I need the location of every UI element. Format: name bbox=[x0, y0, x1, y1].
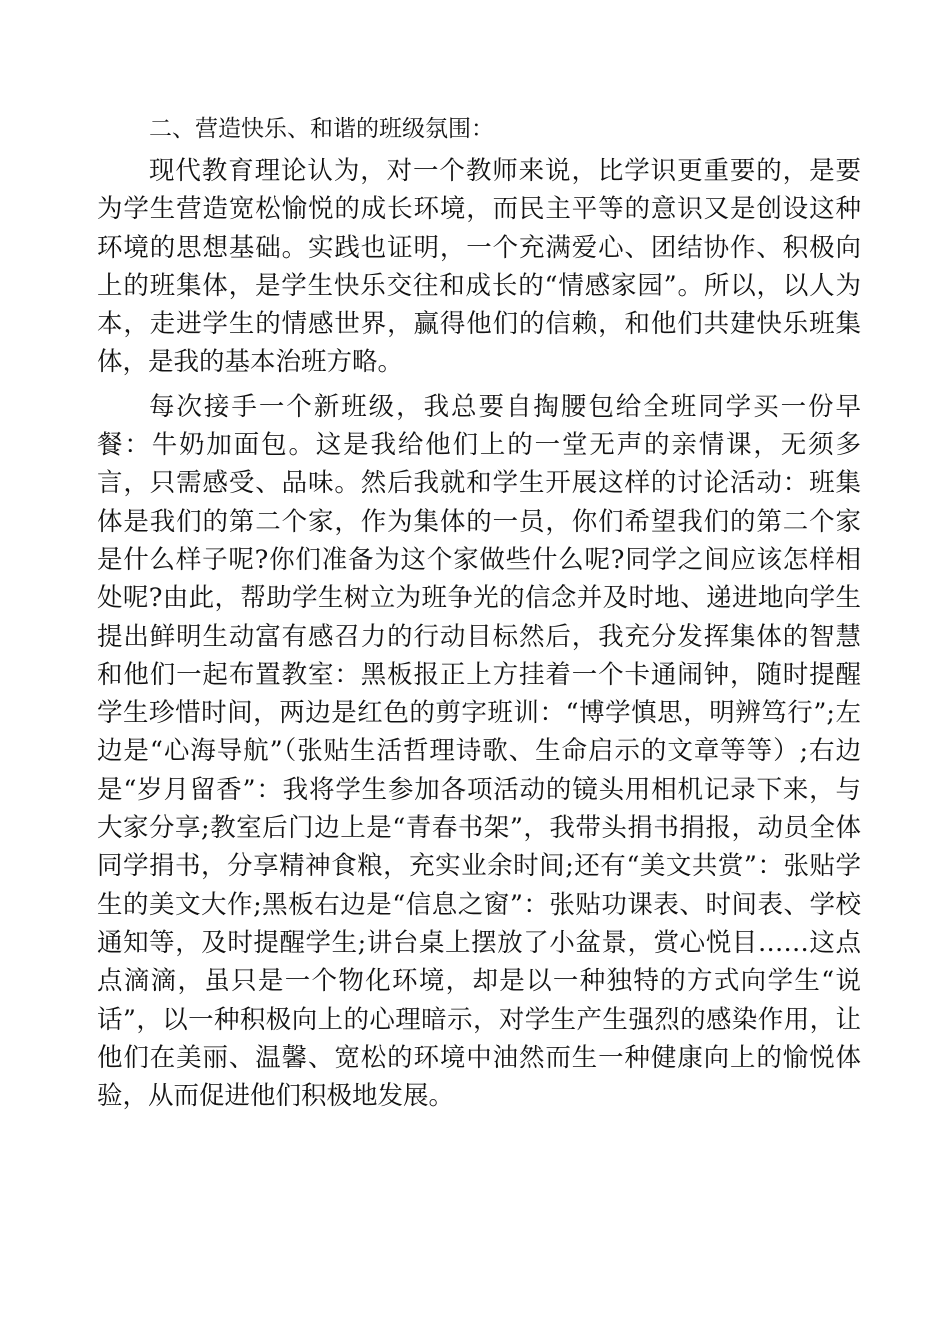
document-body bbox=[97, 110, 861, 1121]
section-heading: 二、营造快乐、和谐的班级氛围： bbox=[149, 116, 494, 142]
paragraph-classroom-setup: 每次接手一个新班级，我总要自掏腰包给全班同学买一份早餐：牛奶加面包。这是我给他们上的一堂无声的亲情课，无须多言，只需感受、品味。然后我就和学生开展这样的讨论活动：班集体是我们的第二个家，作为集体的一员，你们希望我们的第二个家是什么样子呢?你们准备为这个家做些什么呢?同学之间应该怎样相处呢?由此，帮助学生树立为班争光的信念并及时地、递进地向学生提出鲜明生动富有感召力的行动目标然后，我充分发挥集体的智慧和他们一起布置教室：黑板报正上方挂着一个卡通闹钟，随时提醒学生珍惜时间，两边是红色的剪字班训：“博学慎思，明辨笃行”;左边是“心海导航”（张贴生活哲理诗歌、生命启示的文章等等）;右边是“岁月留香”：我将学生参加各项活动的镜头用相机记录下来，与大家分享;教室后门边上是“青春书架”，我带头捐书捐报，动员全体同学捐书，分享精神食粮，充实业余时间;还有“美文共赏”：张贴学生的美文大作;黑板右边是“信息之窗”：张贴功课表、时间表、学校通知等，及时提醒学生;讲台桌上摆放了小盆景，赏心悦目……这点点滴滴，虽只是一个物化环境，却是以一种独特的方式向学生“说话”，以一种积极向上的心理暗示，对学生产生强烈的感染作用，让他们在美丽、温馨、宽松的环境中油然而生一种健康向上的愉悦体验，从而促进他们积极地发展。 bbox=[97, 391, 861, 1112]
paragraph-education-theory: 现代教育理论认为，对一个教师来说，比学识更重要的，是要为学生营造宽松愉悦的成长环境，而民主平等的意识又是创设这种环境的思想基础。实践也证明，一个充满爱心、团结协作、积极向上的班集体，是学生快乐交往和成长的“情感家园”。所以，以人为本，走进学生的情感世界，赢得他们的信赖，和他们共建快乐班集体，是我的基本治班方略。 bbox=[97, 156, 861, 378]
